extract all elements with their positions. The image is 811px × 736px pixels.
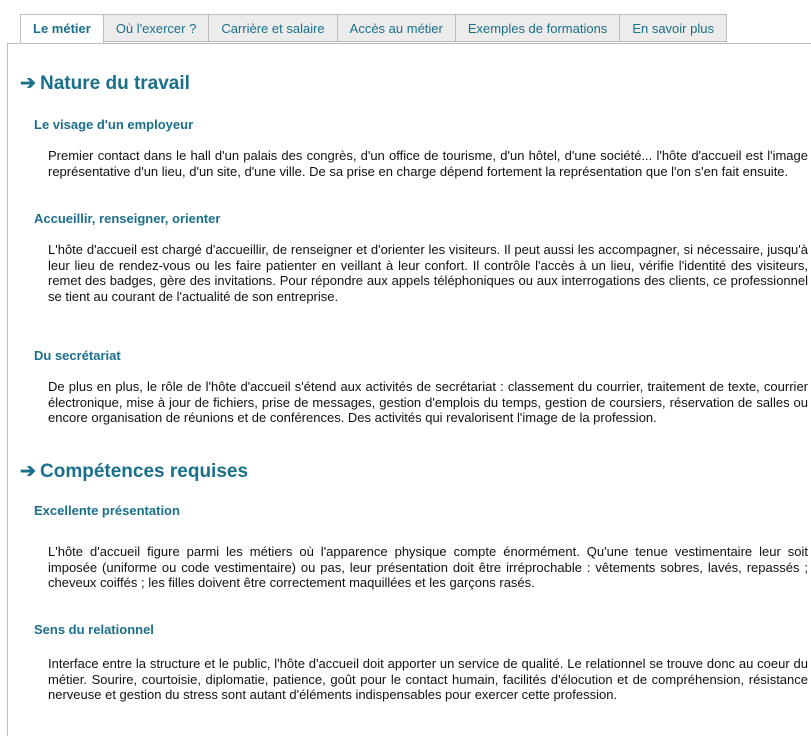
- paragraph-text: De plus en plus, le rôle de l'hôte d'accueil s'étend aux activités de secrétariat : classement du courrier, traitement de texte, courrier électronique, mise à jour de fichiers, prise de messages, gestion d'emplois du temps, gestion de coursiers, réservation de salles ou encore organisation de réunions et de conférences. Des activités qui revalorisent l'image de la profession.: [48, 379, 808, 425]
- subsection-heading: Excellente présentation: [34, 503, 180, 518]
- paragraph-text: L'hôte d'accueil figure parmi les métiers où l'apparence physique compte énormément. Qu'une tenue vestimentaire leur soit imposée (uniforme ou code vestimentaire) ou pas, leur présentation doit être irréprochable : vêtements sobres, lavés, repassés ; cheveux coiffés ; les filles doivent être correctement maquillées et les garçons rasés.: [48, 544, 808, 590]
- arrow-right-icon: ➔: [20, 461, 36, 482]
- content-border: [7, 43, 8, 736]
- paragraph: [20, 656, 808, 703]
- tab-acces-metier[interactable]: Accès au métier: [338, 14, 456, 42]
- tab-divider: [7, 43, 811, 44]
- tab-bar: [0, 0, 811, 44]
- tab-en-savoir-plus[interactable]: En savoir plus: [620, 14, 727, 42]
- paragraph: [20, 544, 808, 591]
- section-title: ➔ Nature du travail: [20, 70, 190, 98]
- tab-exemples-formations[interactable]: Exemples de formations: [456, 14, 620, 42]
- subsection-heading: Accueillir, renseigner, orienter: [34, 211, 221, 226]
- subsection: [20, 117, 193, 133]
- section-title: ➔ Compétences requises: [20, 458, 248, 486]
- tab-ou-lexercer[interactable]: Où l'exercer ?: [104, 14, 210, 42]
- paragraph: [20, 379, 808, 426]
- tabs: [20, 14, 727, 44]
- paragraph: [20, 242, 808, 304]
- section-competences-requises: [20, 458, 248, 486]
- tab-carriere-salaire[interactable]: Carrière et salaire: [209, 14, 337, 42]
- arrow-right-icon: ➔: [20, 73, 36, 94]
- subsection-heading: Le visage d'un employeur: [34, 117, 194, 132]
- section-nature-du-travail: [20, 70, 190, 98]
- paragraph: [20, 148, 808, 179]
- subsection-heading: Sens du relationnel: [34, 622, 154, 637]
- subsection: [20, 211, 220, 227]
- paragraph-text: Premier contact dans le hall d'un palais des congrès, d'un office de tourisme, d'un hôtel, d'une société... l'hôte d'accueil est l'image représentative d'un lieu, d'un site, d'une ville. De sa prise en charge dépend fortement la représentation que l'on s'en fait ensuite.: [48, 148, 808, 179]
- paragraph-text: L'hôte d'accueil est chargé d'accueillir, de renseigner et d'orienter les visiteurs. Il peut aussi les accompagner, si nécessaire, jusqu'à leur lieu de rendez-vous ou les faire patienter en veillant à leur confort. Il contrôle l'accès à un lieu, vérifie l'identité des visiteurs, remet des badges, gère des invitations. Pour répondre aux appels téléphoniques ou aux interrogations des clients, ce professionnel se tient au courant de l'actualité de son entreprise.: [48, 242, 808, 304]
- subsection-heading: Du secrétariat: [34, 348, 121, 363]
- tab-le-metier[interactable]: Le métier: [20, 14, 104, 44]
- subsection: [20, 348, 121, 364]
- subsection: [20, 622, 154, 638]
- subsection: [20, 503, 180, 519]
- paragraph-text: Interface entre la structure et le public, l'hôte d'accueil doit apporter un service de qualité. Le relationnel se trouve donc au coeur du métier. Sourire, courtoisie, diplomatie, patience, goût pour le contact humain, facilités d'élocution et de compréhension, résistance nerveuse et gestion du stress sont autant d'éléments indispensables pour exercer cette profession.: [48, 656, 808, 702]
